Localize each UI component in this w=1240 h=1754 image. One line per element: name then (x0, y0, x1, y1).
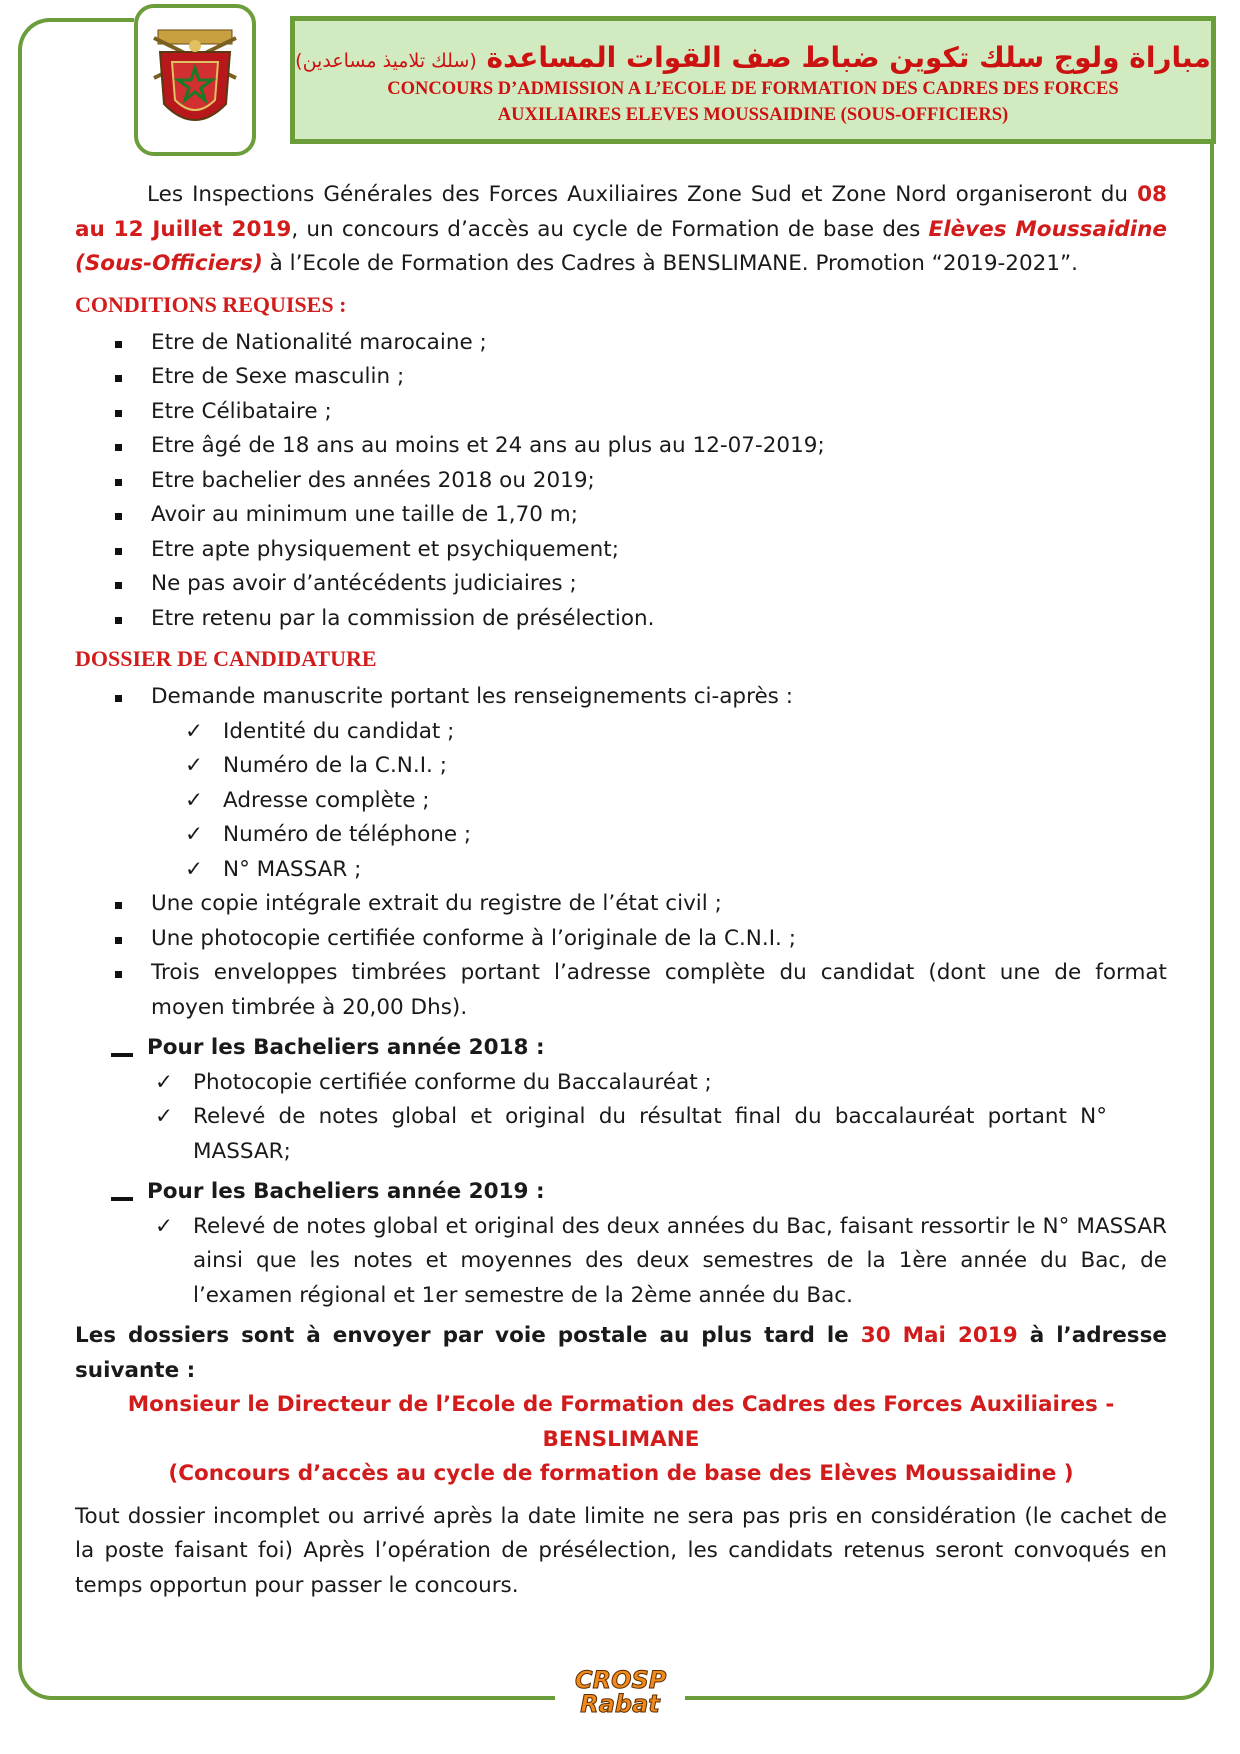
stamp-line1: CROSP (575, 1666, 667, 1694)
envoi-text-2: à l’adresse suivante : (75, 1323, 1167, 1383)
envoi-text-1: Les dossiers sont à envoyer par voie postale au plus tard le (75, 1323, 861, 1348)
checkmark-icon: ✓ (185, 787, 204, 813)
bac-2019-list (75, 1210, 1167, 1314)
envoi-paragraph (75, 1319, 1167, 1388)
list-item-text: N° MASSAR ; (223, 856, 362, 882)
checkmark-icon: ✓ (185, 753, 204, 778)
arabic-subtitle: (سلك تلاميذ مساعدين) (295, 50, 477, 72)
list-item: Etre âgé de 18 ans au moins et 24 ans au plus au 12-07-2019; (75, 429, 1167, 464)
dossier-title: DOSSIER DE CANDIDATURE (75, 646, 377, 671)
intro-paragraph (75, 178, 1167, 282)
arabic-title-main: مباراة ولوج سلك تكوين ضباط صف القوات المساعدة (486, 41, 1211, 74)
eleves-moussaidine: Elèves Moussaidine (Sous-Officiers) (75, 216, 1167, 276)
list-item: Etre apte physiquement et psychiquement; (75, 533, 1167, 568)
emblem-logo (134, 4, 256, 156)
stamp-line2: Rabat (580, 1690, 660, 1718)
list-item (75, 1066, 1167, 1101)
list-item (75, 818, 1167, 853)
bac-2018-list (75, 1066, 1167, 1170)
list-item: Etre retenu par la commission de présélection. (75, 602, 1167, 637)
checkmark-icon: ✓ (185, 856, 204, 882)
list-item (75, 1210, 1167, 1314)
list-item: Etre Célibataire ; (75, 395, 1167, 430)
french-title-line2: AUXILIAIRES ELEVES MOUSSAIDINE (SOUS-OFFICIERS) (497, 105, 1009, 125)
arabic-title (295, 41, 1211, 74)
list-item (75, 715, 1167, 750)
list-item-text: Numéro de téléphone ; (223, 822, 472, 847)
checkmark-icon: ✓ (155, 1104, 174, 1129)
french-title (295, 76, 1211, 128)
intro-text-1: Les Inspections Générales des Forces Auxiliaires Zone Sud et Zone Nord organiseront du (147, 182, 1138, 207)
list-item: Ne pas avoir d’antécédents judiciaires ; (75, 567, 1167, 602)
address-line2: (Concours d’accès au cycle de formation de base des Elèves Moussaidine ) (168, 1461, 1074, 1486)
checkmark-icon: ✓ (155, 1213, 174, 1239)
dossier-other-list (75, 887, 1167, 1025)
deadline-date: 30 Mai 2019 (860, 1323, 1018, 1348)
frame-corner (18, 18, 134, 152)
french-title-line1: CONCOURS D’ADMISSION A L’ECOLE DE FORMATION DES CADRES DES FORCES (387, 79, 1119, 99)
demande-sublist (75, 715, 1167, 888)
list-item (75, 853, 1167, 888)
main-content (75, 178, 1167, 1603)
forces-auxiliaires-emblem-icon (138, 8, 252, 152)
bac-2018-heading: Pour les Bacheliers année 2018 : (75, 1031, 1167, 1066)
list-item-text: Relevé de notes global et original des deux années du Bac, faisant ressortir le N° MASSAR ainsi que les notes et moyennes des deux semestres de la 1ère année du Bac, de l’examen régional et 1er semestre de la 2ème année du Bac. (193, 1213, 1167, 1308)
dossier-list (75, 680, 1167, 715)
list-item: Etre de Nationalité marocaine ; (75, 326, 1167, 361)
list-item: Trois enveloppes timbrées portant l’adresse complète du candidat (dont une de format moyen timbrée à 20,00 Dhs). (75, 956, 1167, 1025)
checkmark-icon: ✓ (185, 718, 204, 744)
list-item (75, 1100, 1167, 1169)
list-item-text: Relevé de notes global et original du résultat final du baccalauréat portant N° MASSAR; (193, 1104, 1107, 1164)
list-item-text: Photocopie certifiée conforme du Baccalauréat ; (193, 1069, 712, 1095)
footer-note: Tout dossier incomplet ou arrivé après la date limite ne sera pas pris en considération (le cachet de la poste faisant foi) Après l’opération de présélection, les candidats retenus seront convoqués en temps opportun pour passer le concours. (75, 1503, 1167, 1598)
list-item: Etre de Sexe masculin ; (75, 360, 1167, 395)
list-item-text: Numéro de la C.N.I. ; (223, 753, 447, 778)
list-item (75, 749, 1167, 784)
list-item: Etre bachelier des années 2018 ou 2019; (75, 464, 1167, 499)
checkmark-icon: ✓ (185, 822, 204, 847)
list-item: Une photocopie certifiée conforme à l’originale de la C.N.I. ; (75, 922, 1167, 957)
list-item: Une copie intégrale extrait du registre de l’état civil ; (75, 887, 1167, 922)
conditions-list (75, 326, 1167, 637)
checkmark-icon: ✓ (155, 1069, 174, 1095)
list-item-text: Adresse complète ; (223, 787, 430, 813)
list-item: Demande manuscrite portant les renseignements ci-après : (75, 680, 1167, 715)
conditions-title: CONDITIONS REQUISES : (75, 291, 347, 317)
list-item-text: Identité du candidat ; (223, 718, 455, 744)
list-item (75, 784, 1167, 819)
contest-dates: 08 au 12 Juillet 2019 (75, 182, 1167, 242)
list-item: Avoir au minimum une taille de 1,70 m; (75, 498, 1167, 533)
intro-text-2: , un concours d’accès au cycle de Formation de base des (291, 216, 929, 242)
address-line1: Monsieur le Directeur de l’Ecole de Formation des Cadres des Forces Auxiliaires - BENSLIMANE (127, 1392, 1115, 1452)
bac-2019-heading: Pour les Bacheliers année 2019 : (75, 1175, 1167, 1210)
header-banner (290, 16, 1216, 144)
intro-text-3: à l’Ecole de Formation des Cadres à BENSLIMANE. Promotion “2019-2021”. (262, 251, 1078, 276)
crosp-rabat-stamp (575, 1668, 665, 1728)
